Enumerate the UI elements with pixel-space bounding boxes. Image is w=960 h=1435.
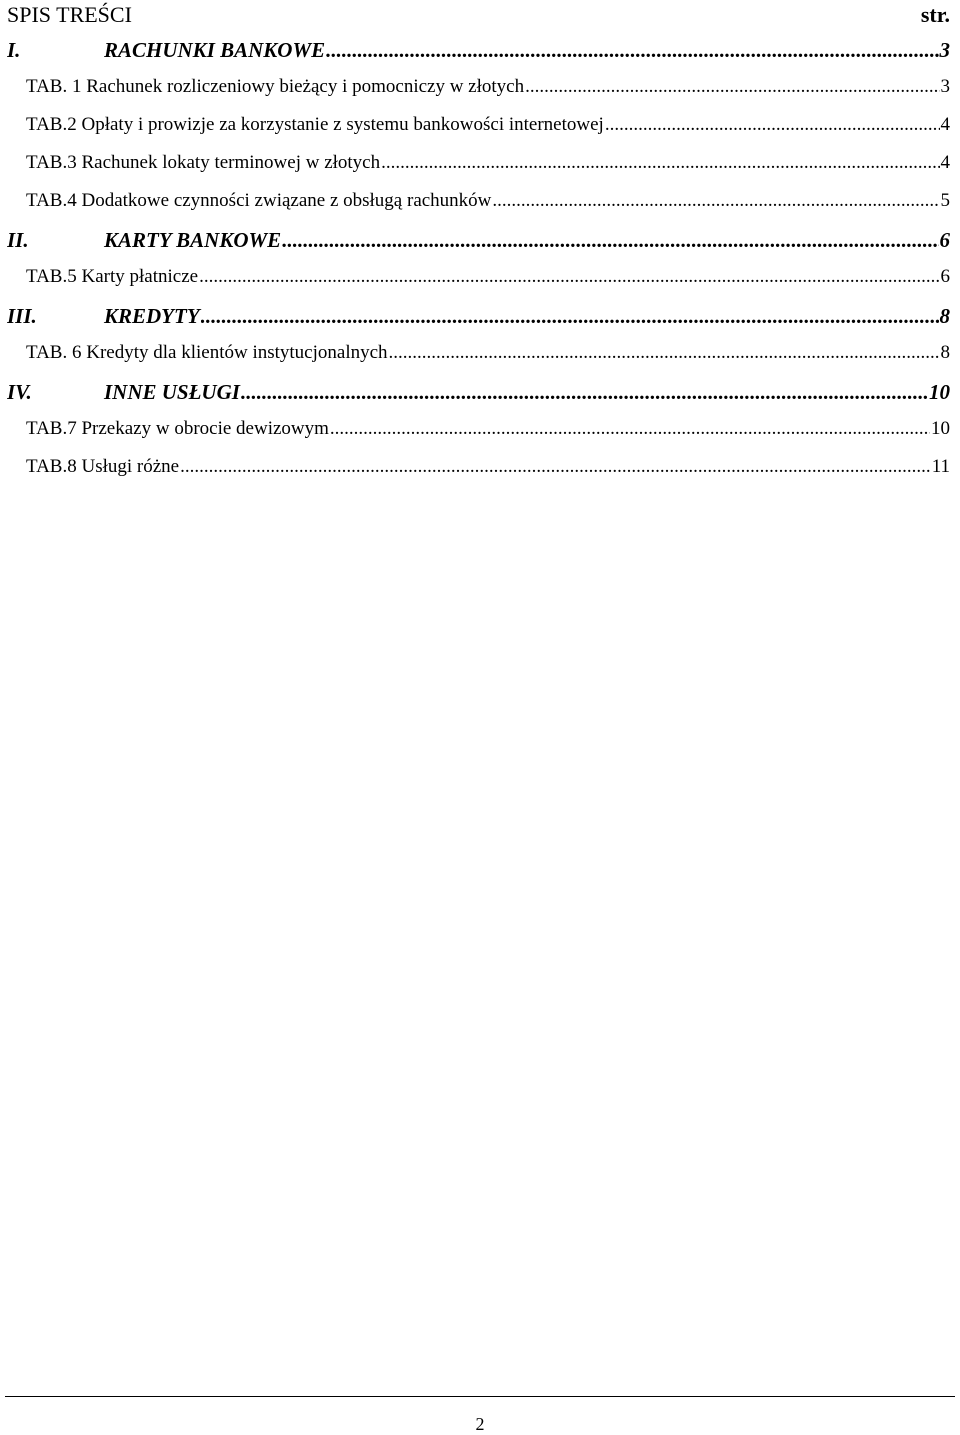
- toc-sub-entry[interactable]: [7, 190, 950, 228]
- page-ref: 6: [939, 228, 950, 252]
- page-ref: 8: [939, 304, 950, 328]
- page-ref: 5: [940, 190, 950, 211]
- entry-title: TAB.3 Rachunek lokaty terminowej w złotych: [26, 152, 381, 173]
- dot-leader: [282, 228, 938, 253]
- page-ref: 3: [940, 76, 950, 97]
- toc-section-entry[interactable]: [7, 228, 950, 266]
- entry-title: TAB.5 Karty płatnicze: [26, 266, 199, 287]
- entry-title: TAB.4 Dodatkowe czynności związane z obsługą rachunków: [26, 190, 492, 211]
- dot-leader: [381, 152, 939, 174]
- dot-leader: [605, 114, 940, 136]
- dot-leader: [389, 342, 940, 364]
- section-title: KARTY BANKOWE: [104, 228, 282, 252]
- toc-sub-entry[interactable]: [7, 418, 950, 456]
- footer-divider: [5, 1396, 955, 1397]
- section-number: I.: [7, 38, 21, 62]
- page-ref: 4: [940, 114, 950, 135]
- toc-list: [7, 38, 950, 494]
- entry-title: TAB. 1 Rachunek rozliczeniowy bieżący i pomocniczy w złotych: [26, 76, 525, 97]
- dot-leader: [525, 76, 939, 98]
- page-ref: 11: [931, 456, 950, 477]
- toc-sub-entry[interactable]: [7, 152, 950, 190]
- dot-leader: [241, 380, 928, 405]
- toc-sub-entry[interactable]: [7, 456, 950, 494]
- section-title: RACHUNKI BANKOWE: [104, 38, 326, 62]
- entry-title: TAB.8 Usługi różne: [26, 456, 180, 477]
- toc-sub-entry[interactable]: [7, 266, 950, 304]
- toc-section-entry[interactable]: [7, 304, 950, 342]
- dot-leader: [180, 456, 931, 478]
- page-number: 2: [475, 1414, 485, 1434]
- dot-leader: [330, 418, 930, 440]
- section-title: INNE USŁUGI: [104, 380, 240, 404]
- toc-sub-entry[interactable]: [7, 342, 950, 380]
- dot-leader: [326, 38, 938, 63]
- entry-title: TAB. 6 Kredyty dla klientów instytucjonalnych: [26, 342, 388, 363]
- toc-section-entry[interactable]: [7, 38, 950, 76]
- toc-title: SPIS TREŚCI: [7, 2, 132, 27]
- page-ref: 3: [939, 38, 950, 62]
- page-ref: 6: [940, 266, 950, 287]
- section-number: IV.: [7, 380, 32, 404]
- dot-leader: [492, 190, 939, 212]
- dot-leader: [201, 304, 939, 329]
- section-title: KREDYTY: [104, 304, 200, 328]
- page-ref: 8: [940, 342, 950, 363]
- section-number: II.: [7, 228, 29, 252]
- entry-title: TAB.2 Opłaty i prowizje za korzystanie z systemu bankowości internetowej: [26, 114, 604, 135]
- section-number: III.: [7, 304, 37, 328]
- toc-sub-entry[interactable]: [7, 76, 950, 114]
- toc-section-entry[interactable]: [7, 380, 950, 418]
- page-column-label: str.: [920, 2, 950, 27]
- toc-header: [7, 2, 950, 32]
- page-ref: 10: [931, 418, 950, 439]
- toc-sub-entry[interactable]: [7, 114, 950, 152]
- page-ref: 10: [929, 380, 950, 404]
- dot-leader: [199, 266, 939, 288]
- page-ref: 4: [940, 152, 950, 173]
- entry-title: TAB.7 Przekazy w obrocie dewizowym: [26, 418, 329, 439]
